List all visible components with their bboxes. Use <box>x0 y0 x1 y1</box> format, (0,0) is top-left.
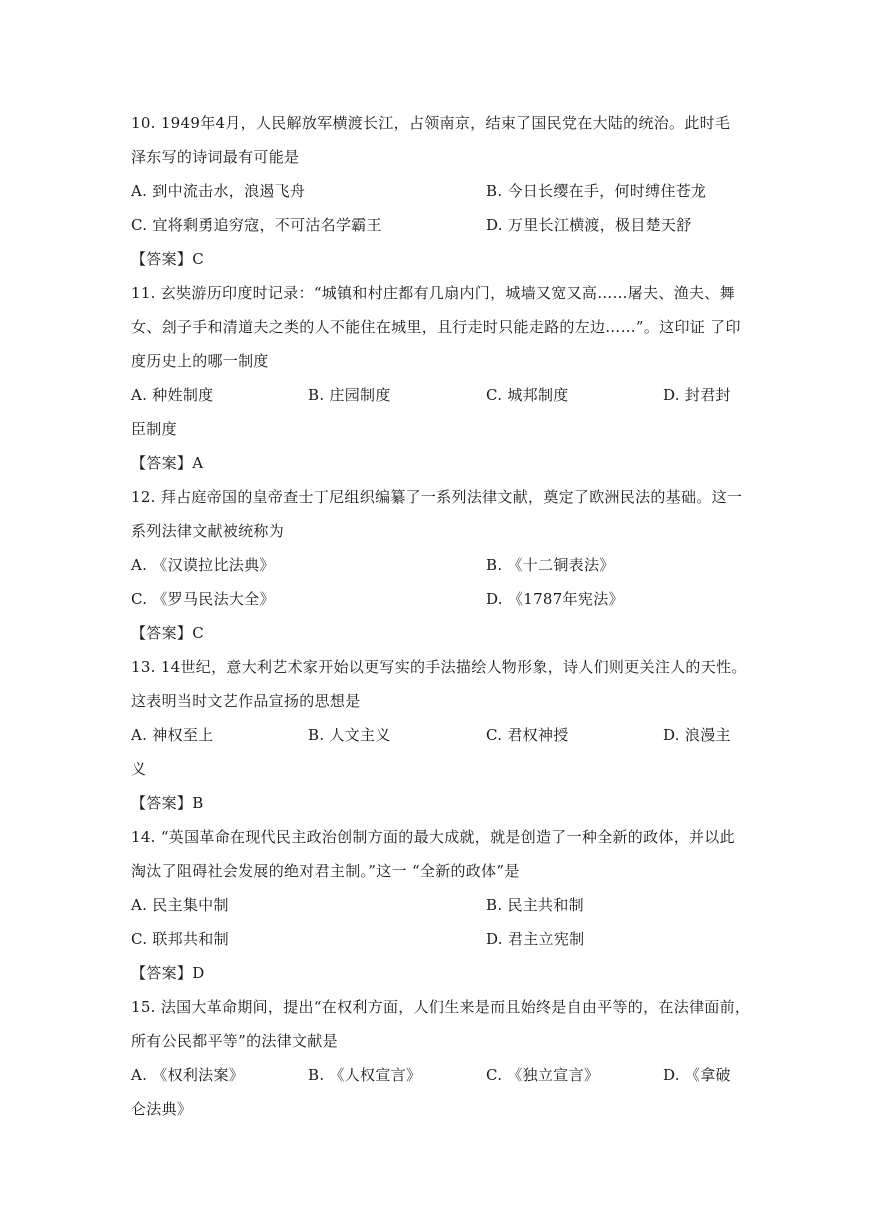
q13-option-a: A. 神权至上 <box>131 726 214 744</box>
q11-stem-line1: 11. 玄奘游历印度时记录：“城镇和村庄都有几扇内门，城墙又宽又高……屠夫、渔夫、舞 <box>131 284 735 302</box>
q13-option-d: D. 浪漫主 <box>663 726 731 744</box>
q11-stem-line2: 女、刽子手和清道夫之类的人不能住在城里，且行走时只能走路的左边……”。这印证 了印 <box>131 318 741 336</box>
q15-option-d-continued: 仑法典》 <box>131 1100 193 1118</box>
q12-stem-line1: 12. 拜占庭帝国的皇帝查士丁尼组织编纂了一系列法律文献，奠定了欧洲民法的基础。这一 <box>131 488 743 506</box>
q14-option-c: C. 联邦共和制 <box>131 930 229 948</box>
q10-option-d: D. 万里长江横渡，极目楚天舒 <box>486 216 692 234</box>
q13-option-d-continued: 义 <box>131 760 147 778</box>
q12-option-a: A. 《汉谟拉比法典》 <box>131 556 275 574</box>
q14-stem-line2: 淘汰了阻碍社会发展的绝对君主制。”这一 “全新的政体”是 <box>131 862 520 880</box>
q15-option-a: A. 《权利法案》 <box>131 1066 245 1084</box>
q13-option-b: B. 人文主义 <box>308 726 391 744</box>
q12-answer: 【答案】C <box>131 624 204 642</box>
q10-option-c: C. 宜将剩勇追穷寇，不可沽名学霸王 <box>131 216 382 234</box>
q12-option-b: B. 《十二铜表法》 <box>486 556 615 574</box>
q15-option-c: C. 《独立宣言》 <box>486 1066 600 1084</box>
q14-answer: 【答案】D <box>131 964 205 982</box>
q14-stem-line1: 14. “英国革命在现代民主政治创制方面的最大成就，就是创造了一种全新的政体，并以此 <box>131 828 735 846</box>
q11-option-b: B. 庄园制度 <box>308 386 391 404</box>
q11-option-d-continued: 臣制度 <box>131 420 177 438</box>
q13-stem-line1: 13. 14世纪，意大利艺术家开始以更写实的手法描绘人物形象，诗人们则更关注人的天性。 <box>131 658 747 676</box>
q10-answer: 【答案】C <box>131 250 204 268</box>
q14-option-a: A. 民主集中制 <box>131 896 229 914</box>
q11-stem-line3: 度历史上的哪一制度 <box>131 352 269 370</box>
q15-stem-line1: 15. 法国大革命期间，提出“在权利方面，人们生来是而且始终是自由平等的，在法律面前， <box>131 998 751 1016</box>
q11-option-a: A. 种姓制度 <box>131 386 214 404</box>
q14-option-d: D. 君主立宪制 <box>486 930 585 948</box>
q11-answer: 【答案】A <box>131 454 204 472</box>
q12-stem-line2: 系列法律文献被统称为 <box>131 522 285 540</box>
q15-option-b: B. 《人权宣言》 <box>308 1066 422 1084</box>
q10-stem-line2: 泽东写的诗词最有可能是 <box>131 148 300 166</box>
q12-option-c: C. 《罗马民法大全》 <box>131 590 275 608</box>
q10-stem-line1: 10. 1949年4月，人民解放军横渡长江，占领南京，结束了国民党在大陆的统治。此时毛 <box>131 114 731 132</box>
q11-option-c: C. 城邦制度 <box>486 386 569 404</box>
q15-stem-line2: 所有公民都平等”的法律文献是 <box>131 1032 338 1050</box>
q13-stem-line2: 这表明当时文艺作品宣扬的思想是 <box>131 692 361 710</box>
q13-answer: 【答案】B <box>131 794 204 812</box>
q12-option-d: D. 《1787年宪法》 <box>486 590 624 608</box>
q11-option-d: D. 封君封 <box>663 386 731 404</box>
q10-option-b: B. 今日长缨在手，何时缚住苍龙 <box>486 182 707 200</box>
q10-option-a: A. 到中流击水，浪遏飞舟 <box>131 182 306 200</box>
q15-option-d: D. 《拿破 <box>663 1066 731 1084</box>
q14-option-b: B. 民主共和制 <box>486 896 584 914</box>
q13-option-c: C. 君权神授 <box>486 726 569 744</box>
